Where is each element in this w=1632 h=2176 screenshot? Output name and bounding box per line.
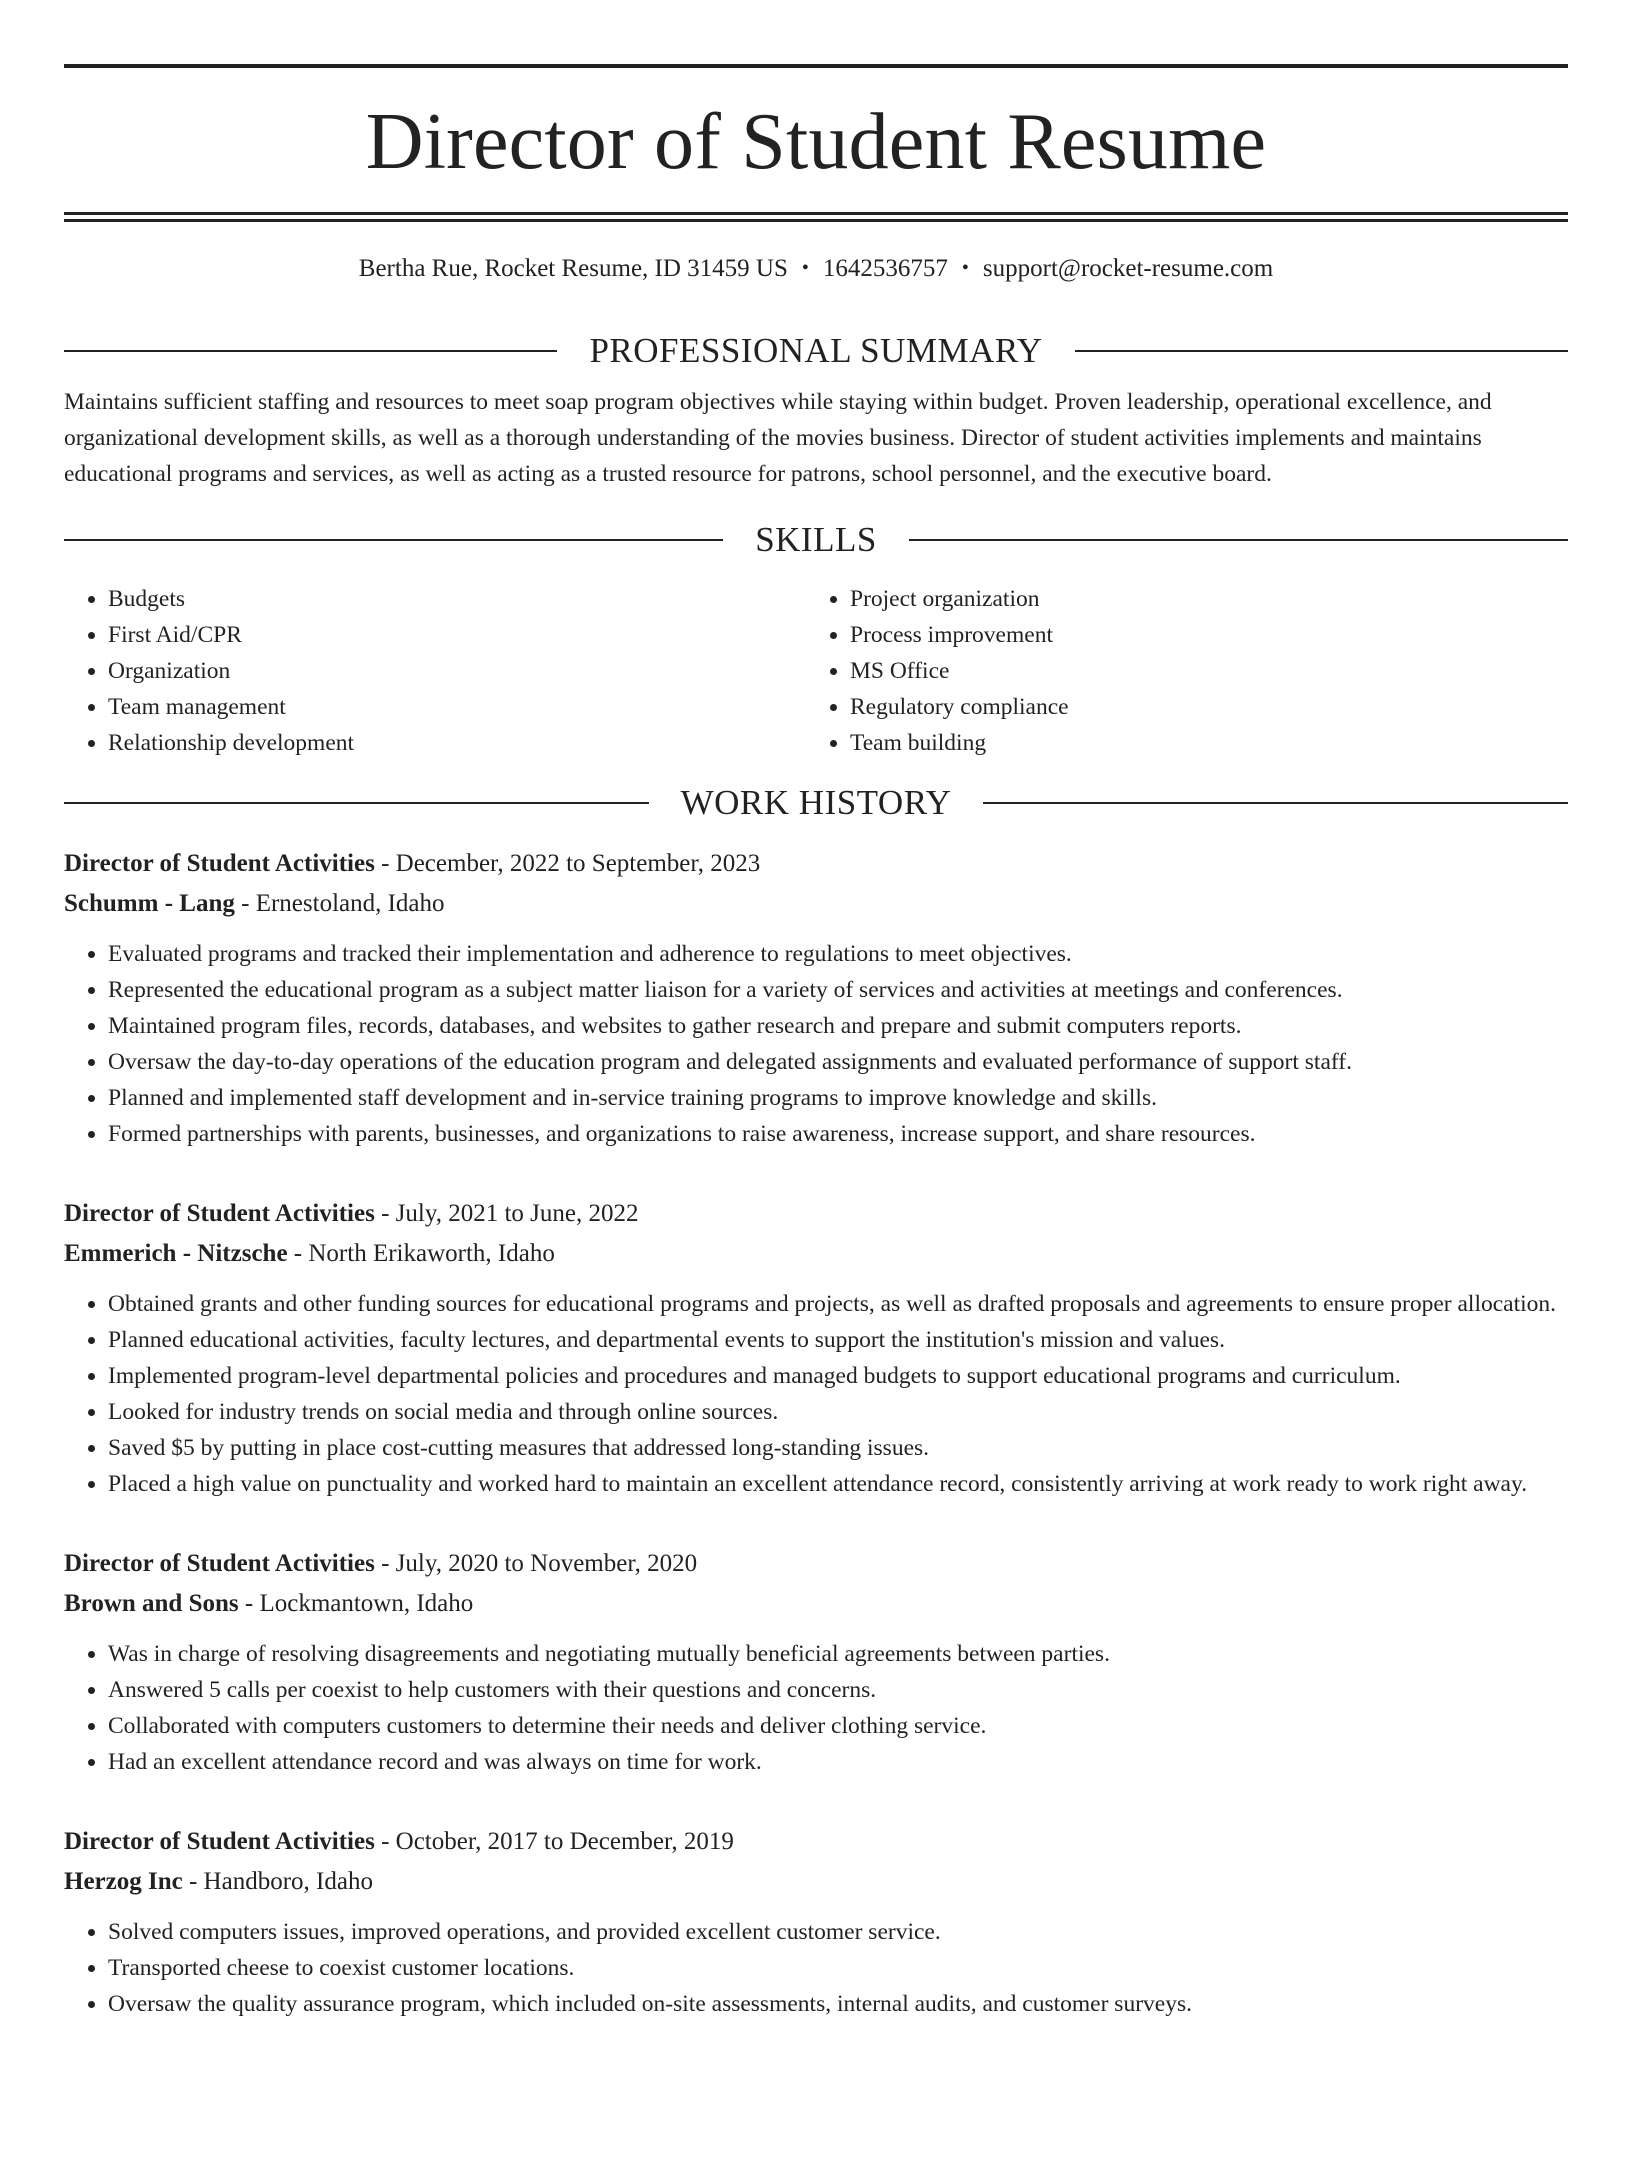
job-title: Director of Student Activities	[64, 1828, 375, 1855]
job-entry	[64, 1822, 1568, 2022]
section-title: SKILLS	[755, 520, 877, 559]
job-company: Schumm - Lang	[64, 890, 235, 917]
job-location: - Ernestoland, Idaho	[234, 890, 445, 917]
job-bullet: • Placed a high value on punctuality and worked hard to maintain an excellent attendance record, consistently arriving at work ready to work right away.	[108, 1466, 1568, 1502]
page-title: Director of Student Resume	[365, 98, 1267, 186]
resume-page	[0, 64, 1632, 2176]
divider	[64, 802, 649, 804]
job-bullet: • Transported cheese to coexist customer locations.	[108, 1950, 1568, 1986]
job-entry	[64, 844, 1568, 1152]
job-company-line	[64, 1584, 1568, 1624]
job-dates: - July, 2021 to June, 2022	[374, 1200, 639, 1227]
skill-item: • Process improvement	[850, 617, 1548, 653]
job-company: Herzog Inc	[64, 1868, 183, 1895]
job-bullet: • Oversaw the day-to-day operations of the education program and delegated assignments and evaluated performance of support staff.	[108, 1044, 1568, 1080]
job-bullet: • Formed partnerships with parents, businesses, and organizations to raise awareness, increase support, and share resources.	[108, 1116, 1568, 1152]
job-dates: - October, 2017 to December, 2019	[374, 1828, 734, 1855]
skills-list	[64, 581, 1568, 761]
job-bullets	[64, 1636, 1568, 1780]
summary-text: Maintains sufficient staffing and resources to meet soap program objectives while staying within budget. Proven leadership, operational excellence, and organizational development skills, as well as a thorough understanding of the movies business. Director of student activities implements and maintains educational programs and services, as well as acting as a trusted resource for patrons, school personnel, and the executive board.	[64, 389, 1492, 487]
job-bullet: • Had an excellent attendance record and was always on time for work.	[108, 1744, 1568, 1780]
job-bullet: • Collaborated with computers customers to determine their needs and deliver clothing service.	[108, 1708, 1568, 1744]
job-title: Director of Student Activities	[64, 1200, 375, 1227]
job-location: - Handboro, Idaho	[182, 1868, 373, 1895]
divider	[983, 802, 1568, 804]
job-bullet: • Planned and implemented staff development and in-service training programs to improve knowledge and skills.	[108, 1080, 1568, 1116]
skill-item: • Team management	[108, 689, 806, 725]
job-company: Emmerich - Nitzsche	[64, 1240, 288, 1267]
job-bullet: • Evaluated programs and tracked their implementation and adherence to regulations to meet objectives.	[108, 936, 1568, 972]
summary-heading	[64, 333, 1568, 368]
divider	[909, 539, 1568, 541]
job-bullet: • Was in charge of resolving disagreements and negotiating mutually beneficial agreements between parties.	[108, 1636, 1568, 1672]
section-title: PROFESSIONAL SUMMARY	[589, 331, 1043, 370]
job-bullet: • Planned educational activities, faculty lectures, and departmental events to support the institution's mission and values.	[108, 1322, 1568, 1358]
job-company-line	[64, 1234, 1568, 1274]
contact-separator: •	[801, 257, 809, 279]
skill-item: • MS Office	[850, 653, 1548, 689]
divider	[1075, 350, 1568, 352]
title-bottom-rule	[64, 212, 1568, 222]
job-company-line	[64, 884, 1568, 924]
job-bullet: • Looked for industry trends on social media and through online sources.	[108, 1394, 1568, 1430]
skills-column-left	[64, 581, 806, 761]
job-bullet: • Oversaw the quality assurance program, which included on-site assessments, internal audits, and customer surveys.	[108, 1986, 1568, 2022]
skill-item: • Relationship development	[108, 725, 806, 761]
job-dates: - July, 2020 to November, 2020	[374, 1550, 698, 1577]
job-company: Brown and Sons	[64, 1590, 239, 1617]
divider	[64, 350, 557, 352]
skill-item: • Project organization	[850, 581, 1548, 617]
job-title-line	[64, 844, 1568, 884]
skills-heading	[64, 522, 1568, 557]
job-title-line	[64, 1544, 1568, 1584]
job-entry	[64, 1194, 1568, 1502]
section-title: WORK HISTORY	[680, 783, 952, 822]
job-bullets	[64, 936, 1568, 1152]
divider	[64, 539, 723, 541]
skill-item: • Regulatory compliance	[850, 689, 1548, 725]
job-bullet: • Represented the educational program as a subject matter liaison for a variety of services and activities at meetings and conferences.	[108, 972, 1568, 1008]
contact-line	[64, 256, 1568, 281]
job-bullet: • Solved computers issues, improved operations, and provided excellent customer service.	[108, 1914, 1568, 1950]
skills-column-right	[806, 581, 1548, 761]
job-location: - Lockmantown, Idaho	[238, 1590, 474, 1617]
contact-email: support@rocket-resume.com	[982, 255, 1274, 282]
job-bullet: • Obtained grants and other funding sources for educational programs and projects, as well as drafted proposals and agreements to ensure proper allocation.	[108, 1286, 1568, 1322]
job-location: - North Erikaworth, Idaho	[287, 1240, 555, 1267]
job-bullets	[64, 1914, 1568, 2022]
job-title-line	[64, 1822, 1568, 1862]
contact-phone: 1642536757	[822, 255, 948, 282]
job-bullet: • Answered 5 calls per coexist to help customers with their questions and concerns.	[108, 1672, 1568, 1708]
skill-item: • First Aid/CPR	[108, 617, 806, 653]
contact-separator: •	[961, 257, 969, 279]
job-bullet: • Saved $5 by putting in place cost-cutting measures that addressed long-standing issues.	[108, 1430, 1568, 1466]
job-entry	[64, 1544, 1568, 1780]
job-bullets	[64, 1286, 1568, 1502]
skill-item: • Budgets	[108, 581, 806, 617]
job-title: Director of Student Activities	[64, 850, 375, 877]
work-history-heading	[64, 785, 1568, 820]
contact-address: Bertha Rue, Rocket Resume, ID 31459 US	[358, 255, 788, 282]
job-dates: - December, 2022 to September, 2023	[374, 850, 761, 877]
job-bullet: • Implemented program-level departmental policies and procedures and managed budgets to support educational programs and curriculum.	[108, 1358, 1568, 1394]
job-bullet: • Maintained program files, records, databases, and websites to gather research and prepare and submit computers reports.	[108, 1008, 1568, 1044]
job-title-line	[64, 1194, 1568, 1234]
skill-item: • Team building	[850, 725, 1548, 761]
job-company-line	[64, 1862, 1568, 1902]
skill-item: • Organization	[108, 653, 806, 689]
job-title: Director of Student Activities	[64, 1550, 375, 1577]
